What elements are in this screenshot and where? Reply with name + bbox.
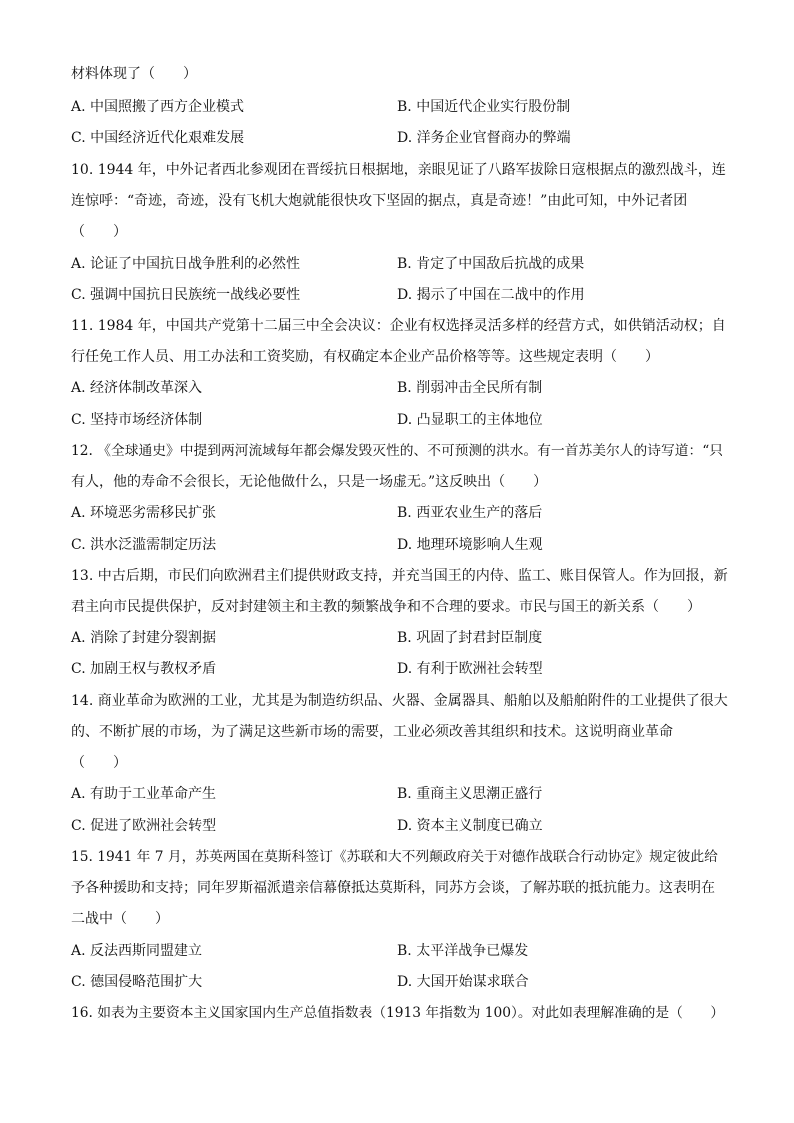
q13-option-d: D. 有利于欧洲社会转型 (397, 661, 543, 677)
q10-option-b: B. 肯定了中国敌后抗战的成果 (397, 256, 585, 272)
q13-stem-line-1: 13. 中古后期，市民们向欧洲君主们提供财政支持，并充当国王的内侍、监工、账目保管人。作为回报，新 (71, 568, 728, 584)
q9-option-c: C. 中国经济近代化艰难发展 (71, 130, 245, 146)
q14-stem-line-1: 14. 商业革命为欧洲的工业，尤其是为制造纺织品、火器、金属器具、船舶以及船舶附件的工业提供了很大 (71, 693, 728, 709)
q9-option-b: B. 中国近代企业实行股份制 (397, 99, 571, 115)
q11-option-a: A. 经济体制改革深入 (71, 380, 203, 396)
q13-option-a: A. 消除了封建分裂割据 (71, 630, 217, 646)
q14-option-d: D. 资本主义制度已确立 (397, 818, 543, 834)
q15-stem-line-1: 15. 1941 年 7 月，苏英两国在莫斯科签订《苏联和大不列颠政府关于对德作战联合行动协定》规定彼此给 (71, 849, 718, 865)
q14-option-c: C. 促进了欧洲社会转型 (71, 818, 217, 834)
q13-option-b: B. 巩固了封君封臣制度 (397, 630, 543, 646)
q10-stem-line-1: 10. 1944 年，中外记者西北参观团在晋绥抗日根据地，亲眼见证了八路军拔除日寇根据点的激烈战斗，连 (71, 162, 726, 178)
q14-option-b: B. 重商主义思潮正盛行 (397, 786, 543, 802)
q12-option-a: A. 环境恶劣需移民扩张 (71, 505, 217, 521)
q12-stem-line-1: 12. 《全球通史》中提到两河流域每年都会爆发毁灭性的、不可预测的洪水。有一首苏美尔人的诗写道：“只 (71, 443, 724, 459)
q16-stem-line-1: 16. 如表为主要资本主义国家国内生产总值指数表（1913 年指数为 100）。对此如表理解准确的是（ ） (71, 1005, 725, 1021)
q15-option-b: B. 太平洋战争已爆发 (397, 943, 529, 959)
q11-stem-line-2: 行任免工作人员、用工办法和工资奖励，有权确定本企业产品价格等等。这些规定表明（ ） (71, 349, 659, 365)
q13-option-c: C. 加剧王权与教权矛盾 (71, 661, 217, 677)
q12-option-d: D. 地理环境影响人生观 (397, 537, 543, 553)
q15-stem-line-2: 予各种援助和支持；同年罗斯福派遣亲信幕僚抵达莫斯科，同苏方会谈，了解苏联的抵抗能力。这表明在 (71, 880, 715, 896)
q15-option-d: D. 大国开始谋求联合 (397, 974, 529, 990)
q11-option-d: D. 凸显职工的主体地位 (397, 412, 543, 428)
q10-stem-line-3: （ ） (71, 224, 127, 240)
q15-stem-line-3: 二战中（ ） (71, 911, 169, 927)
q12-option-b: B. 西亚农业生产的落后 (397, 505, 543, 521)
q11-option-c: C. 坚持市场经济体制 (71, 412, 203, 428)
q13-stem-line-2: 君主向市民提供保护，反对封建领主和主教的频繁战争和不合理的要求。市民与国王的新关系（ ） (71, 599, 701, 615)
q9-option-a: A. 中国照搬了西方企业模式 (71, 99, 245, 115)
question-9-stem: 材料体现了（ ） (71, 66, 197, 82)
q10-stem-line-2: 连惊呼：“奇迹，奇迹，没有飞机大炮就能很快攻下坚固的据点，真是奇迹！”由此可知，中外记者团 (71, 193, 688, 209)
q14-stem-line-3: （ ） (71, 755, 127, 771)
q10-option-c: C. 强调中国抗日民族统一战线必要性 (71, 287, 301, 303)
q14-stem-line-2: 的、不断扩展的市场，为了满足这些新市场的需要，工业必须改善其组织和技术。这说明商业革命 (71, 724, 673, 740)
q12-option-c: C. 洪水泛滥需制定历法 (71, 537, 217, 553)
q11-stem-line-1: 11. 1984 年，中国共产党第十二届三中全会决议：企业有权选择灵活多样的经营方式，如供销活动权；自 (71, 318, 726, 334)
q15-option-a: A. 反法西斯同盟建立 (71, 943, 203, 959)
q15-option-c: C. 德国侵略范围扩大 (71, 974, 203, 990)
q9-option-d: D. 洋务企业官督商办的弊端 (397, 130, 571, 146)
q14-option-a: A. 有助于工业革命产生 (71, 786, 217, 802)
q10-option-a: A. 论证了中国抗日战争胜利的必然性 (71, 256, 301, 272)
q12-stem-line-2: 有人，他的寿命不会很长，无论他做什么，只是一场虚无。”这反映出（ ） (71, 474, 548, 490)
q10-option-d: D. 揭示了中国在二战中的作用 (397, 287, 585, 303)
q11-option-b: B. 削弱冲击全民所有制 (397, 380, 543, 396)
